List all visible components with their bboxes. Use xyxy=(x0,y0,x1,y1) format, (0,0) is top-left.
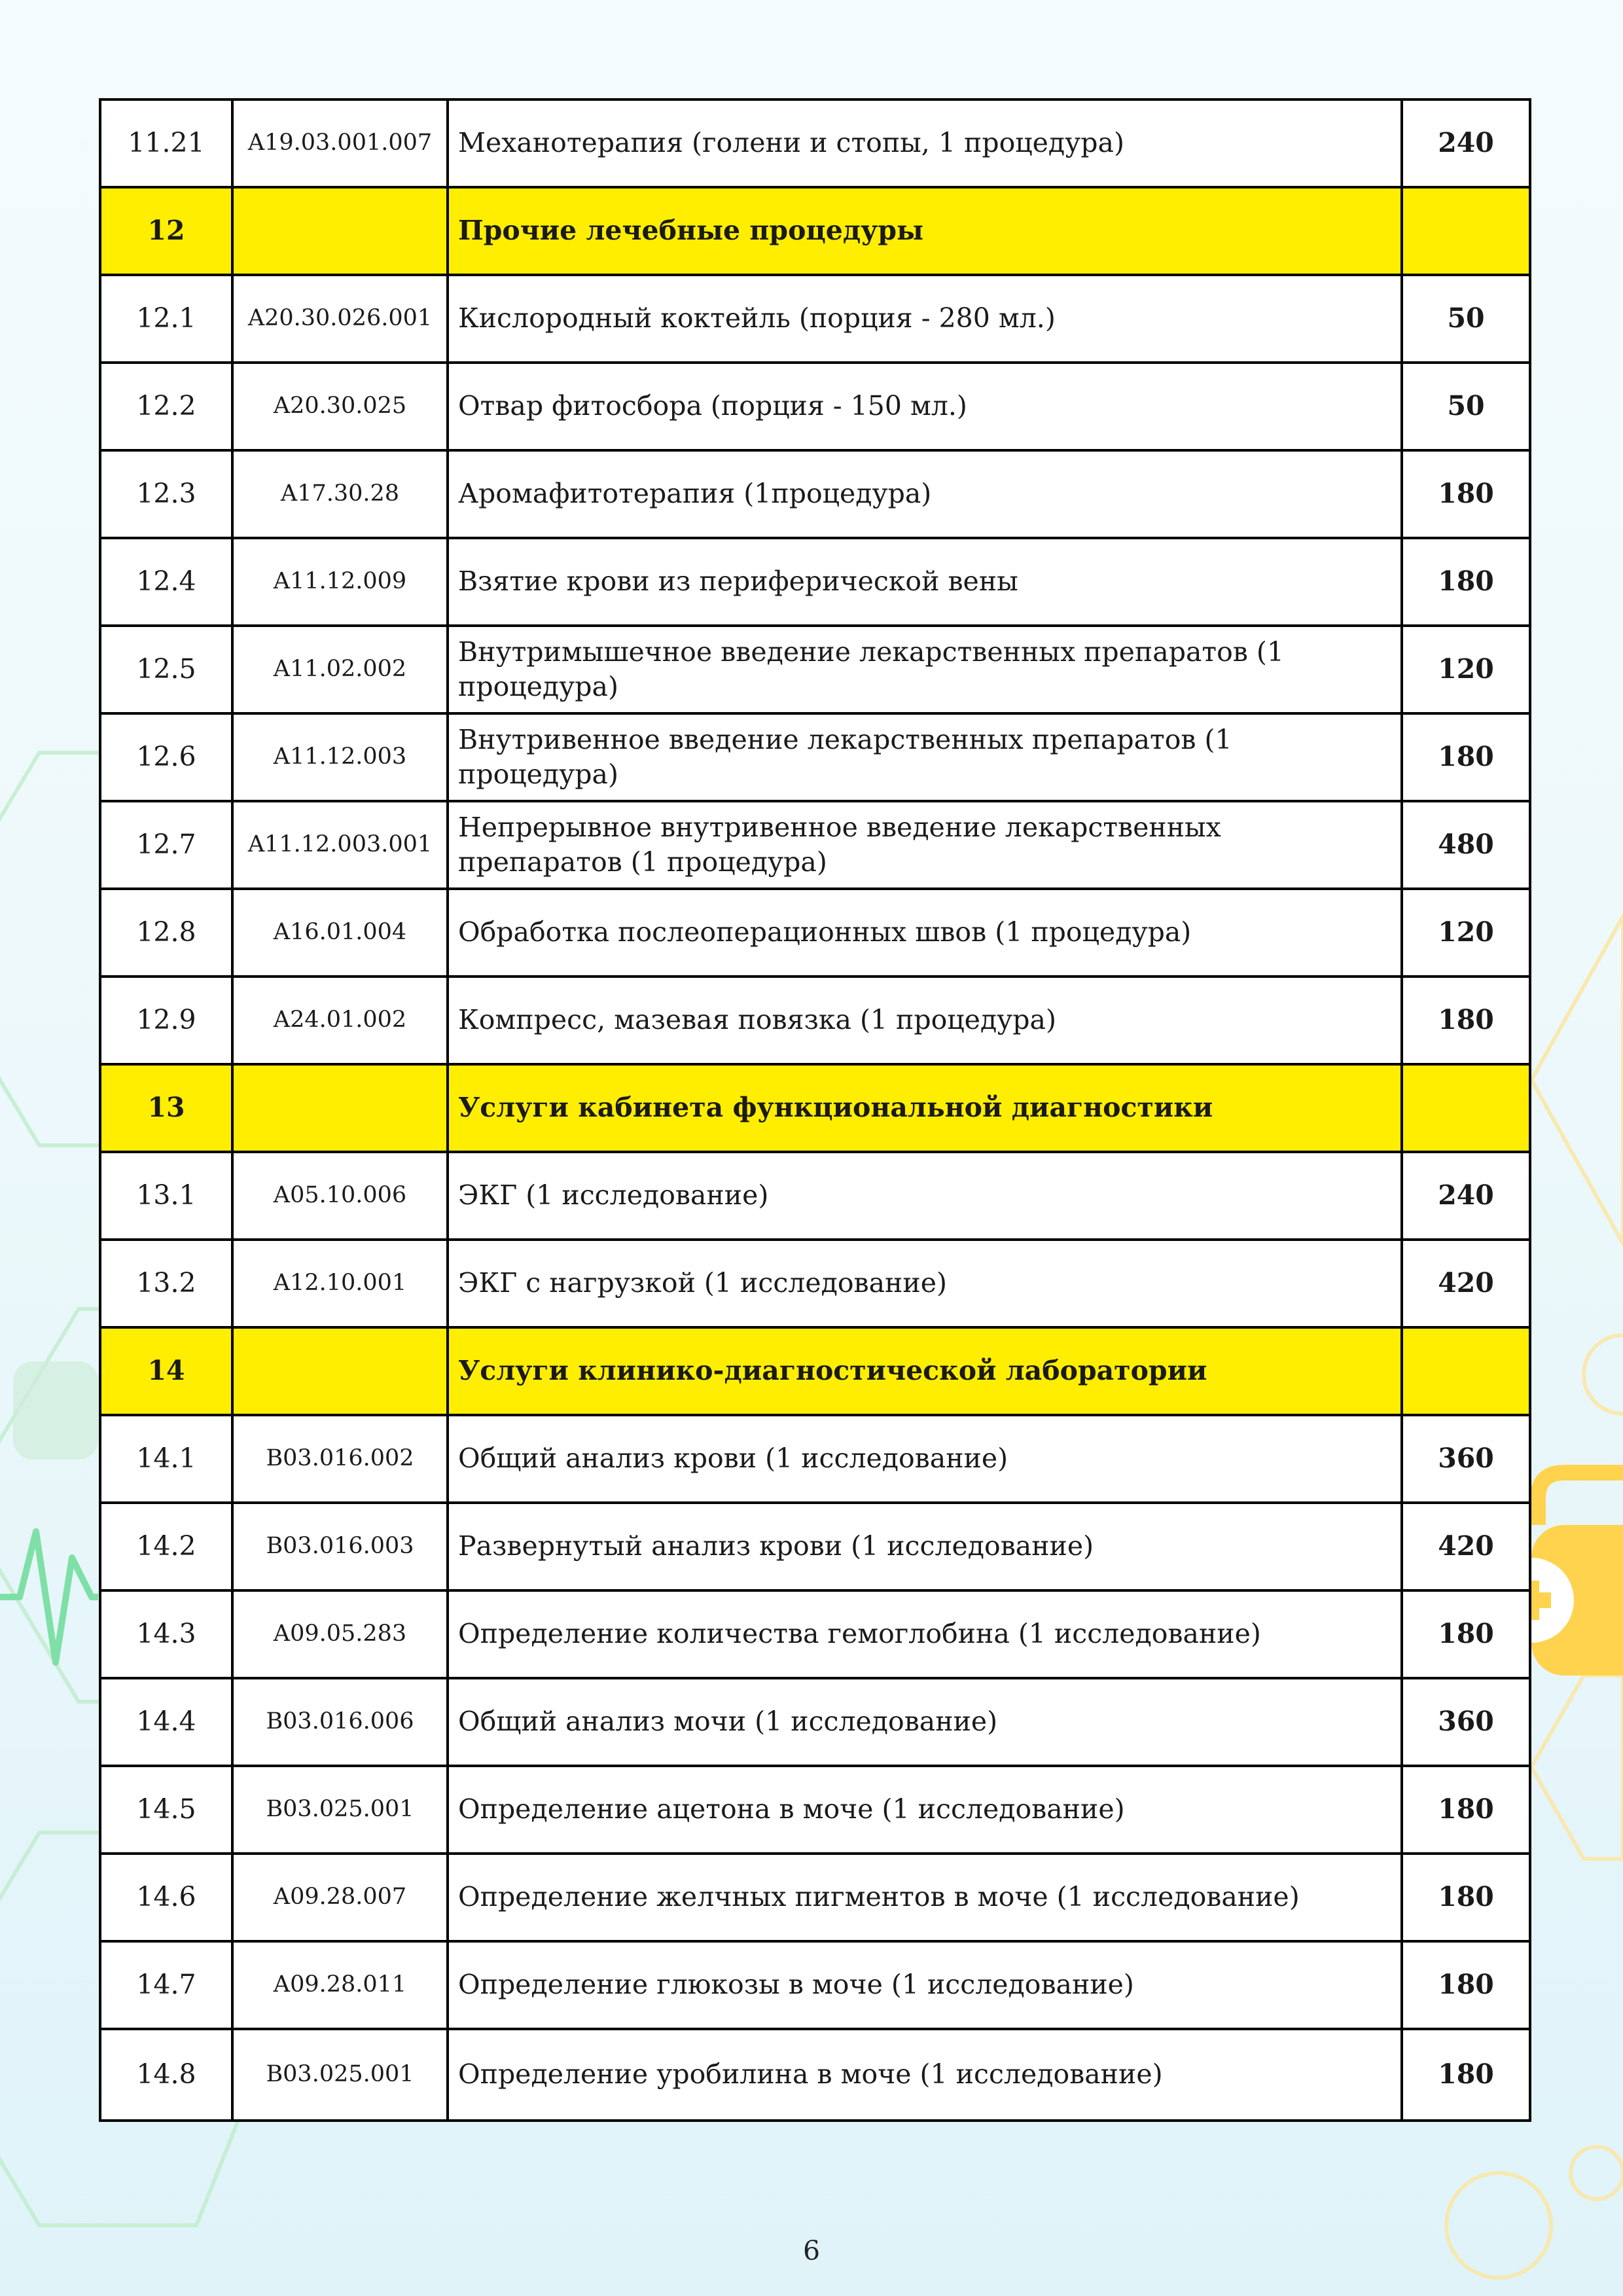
service-code: A11.12.009 xyxy=(232,538,448,626)
service-code xyxy=(232,1327,448,1415)
service-price: 180 xyxy=(1402,538,1530,626)
row-number: 12.5 xyxy=(100,626,232,713)
table-row xyxy=(100,1766,1530,1854)
row-number: 12.2 xyxy=(100,363,232,450)
row-number: 12.7 xyxy=(100,801,232,889)
service-price: 120 xyxy=(1402,889,1530,977)
row-number: 14.4 xyxy=(100,1678,232,1766)
table-row xyxy=(100,1152,1530,1240)
row-number: 14.3 xyxy=(100,1590,232,1678)
section-header-row xyxy=(100,187,1530,275)
service-price: 50 xyxy=(1402,363,1530,450)
heartbeat-line xyxy=(0,1532,98,1662)
service-price: 360 xyxy=(1402,1678,1530,1766)
service-price: 180 xyxy=(1402,1854,1530,1941)
service-code: A20.30.025 xyxy=(232,363,448,450)
service-code: A11.02.002 xyxy=(232,626,448,713)
page-number: 6 xyxy=(802,2235,821,2267)
service-name: Развернутый анализ крови (1 исследование) xyxy=(448,1503,1402,1590)
service-code: A24.01.002 xyxy=(232,977,448,1064)
table-row xyxy=(100,1590,1530,1678)
row-number: 14.7 xyxy=(100,1941,232,2029)
service-code: B03.025.001 xyxy=(232,1766,448,1854)
service-code: A05.10.006 xyxy=(232,1152,448,1240)
table-row xyxy=(100,713,1530,801)
service-name: Услуги клинико-диагностической лаборатории xyxy=(448,1327,1402,1415)
service-price xyxy=(1402,1327,1530,1415)
table-row xyxy=(100,1678,1530,1766)
service-code: B03.016.002 xyxy=(232,1415,448,1503)
row-number: 12.9 xyxy=(100,977,232,1064)
table-row xyxy=(100,2029,1530,2121)
service-price: 180 xyxy=(1402,1590,1530,1678)
service-code xyxy=(232,1064,448,1152)
service-code: B03.025.001 xyxy=(232,2029,448,2121)
service-name: Кислородный коктейль (порция - 280 мл.) xyxy=(448,275,1402,363)
service-name: Отвар фитосбора (порция - 150 мл.) xyxy=(448,363,1402,450)
section-header-row xyxy=(100,1064,1530,1152)
service-price: 180 xyxy=(1402,1941,1530,2029)
table-row xyxy=(100,626,1530,713)
service-code: A16.01.004 xyxy=(232,889,448,977)
service-name: Внутримышечное введение лекарственных препаратов (1 процедура) xyxy=(448,626,1402,713)
row-number: 13.1 xyxy=(100,1152,232,1240)
row-number: 14.1 xyxy=(100,1415,232,1503)
row-number: 11.21 xyxy=(100,99,232,187)
table-body xyxy=(100,99,1530,2121)
table-row xyxy=(100,538,1530,626)
row-number: 13.2 xyxy=(100,1240,232,1327)
service-code: A11.12.003.001 xyxy=(232,801,448,889)
row-number: 12.3 xyxy=(100,450,232,538)
service-name: Услуги кабинета функциональной диагностики xyxy=(448,1064,1402,1152)
service-name: Обработка послеоперационных швов (1 процедура) xyxy=(448,889,1402,977)
row-number: 13 xyxy=(100,1064,232,1152)
service-name: ЭКГ (1 исследование) xyxy=(448,1152,1402,1240)
row-number: 12 xyxy=(100,187,232,275)
service-code: B03.016.006 xyxy=(232,1678,448,1766)
service-code: A09.28.011 xyxy=(232,1941,448,2029)
service-name: Прочие лечебные процедуры xyxy=(448,187,1402,275)
service-code: A17.30.28 xyxy=(232,450,448,538)
service-price: 180 xyxy=(1402,450,1530,538)
service-name: Общий анализ мочи (1 исследование) xyxy=(448,1678,1402,1766)
service-name: Общий анализ крови (1 исследование) xyxy=(448,1415,1402,1503)
service-name: Механотерапия (голени и стопы, 1 процедура) xyxy=(448,99,1402,187)
service-price: 180 xyxy=(1402,2029,1530,2121)
row-number: 12.1 xyxy=(100,275,232,363)
service-price: 480 xyxy=(1402,801,1530,889)
service-code: B03.016.003 xyxy=(232,1503,448,1590)
service-code: A11.12.003 xyxy=(232,713,448,801)
service-code: A12.10.001 xyxy=(232,1240,448,1327)
table-row xyxy=(100,889,1530,977)
service-name: Взятие крови из периферической вены xyxy=(448,538,1402,626)
row-number: 12.4 xyxy=(100,538,232,626)
service-price: 50 xyxy=(1402,275,1530,363)
service-name: Определение количества гемоглобина (1 исследование) xyxy=(448,1590,1402,1678)
row-number: 14.8 xyxy=(100,2029,232,2121)
service-price: 180 xyxy=(1402,713,1530,801)
service-name: Определение глюкозы в моче (1 исследование) xyxy=(448,1941,1402,2029)
service-price xyxy=(1402,187,1530,275)
service-price: 180 xyxy=(1402,977,1530,1064)
service-price: 240 xyxy=(1402,1152,1530,1240)
service-code xyxy=(232,187,448,275)
service-code: A20.30.026.001 xyxy=(232,275,448,363)
row-number: 14.6 xyxy=(100,1854,232,1941)
service-price: 420 xyxy=(1402,1503,1530,1590)
service-price: 360 xyxy=(1402,1415,1530,1503)
table-row xyxy=(100,1240,1530,1327)
table-row xyxy=(100,275,1530,363)
table-row xyxy=(100,1854,1530,1941)
row-number: 14.5 xyxy=(100,1766,232,1854)
price-table xyxy=(99,98,1531,2122)
service-price: 420 xyxy=(1402,1240,1530,1327)
service-name: Аромафитотерапия (1процедура) xyxy=(448,450,1402,538)
table-row xyxy=(100,977,1530,1064)
table-row xyxy=(100,450,1530,538)
service-name: Внутривенное введение лекарственных препаратов (1 процедура) xyxy=(448,713,1402,801)
service-name: Непрерывное внутривенное введение лекарственных препаратов (1 процедура) xyxy=(448,801,1402,889)
service-price xyxy=(1402,1064,1530,1152)
service-code: A19.03.001.007 xyxy=(232,99,448,187)
table-row xyxy=(100,1415,1530,1503)
row-number: 12.6 xyxy=(100,713,232,801)
service-price: 240 xyxy=(1402,99,1530,187)
table-row xyxy=(100,801,1530,889)
service-name: ЭКГ с нагрузкой (1 исследование) xyxy=(448,1240,1402,1327)
service-price: 180 xyxy=(1402,1766,1530,1854)
service-name: Компресс, мазевая повязка (1 процедура) xyxy=(448,977,1402,1064)
section-header-row xyxy=(100,1327,1530,1415)
service-name: Определение желчных пигментов в моче (1 исследование) xyxy=(448,1854,1402,1941)
table-row xyxy=(100,1503,1530,1590)
service-name: Определение ацетона в моче (1 исследование) xyxy=(448,1766,1402,1854)
service-code: A09.05.283 xyxy=(232,1590,448,1678)
service-code: A09.28.007 xyxy=(232,1854,448,1941)
table-row xyxy=(100,363,1530,450)
table-row xyxy=(100,1941,1530,2029)
table-row xyxy=(100,99,1530,187)
service-name: Определение уробилина в моче (1 исследование) xyxy=(448,2029,1402,2121)
service-price: 120 xyxy=(1402,626,1530,713)
row-number: 14 xyxy=(100,1327,232,1415)
row-number: 14.2 xyxy=(100,1503,232,1590)
row-number: 12.8 xyxy=(100,889,232,977)
